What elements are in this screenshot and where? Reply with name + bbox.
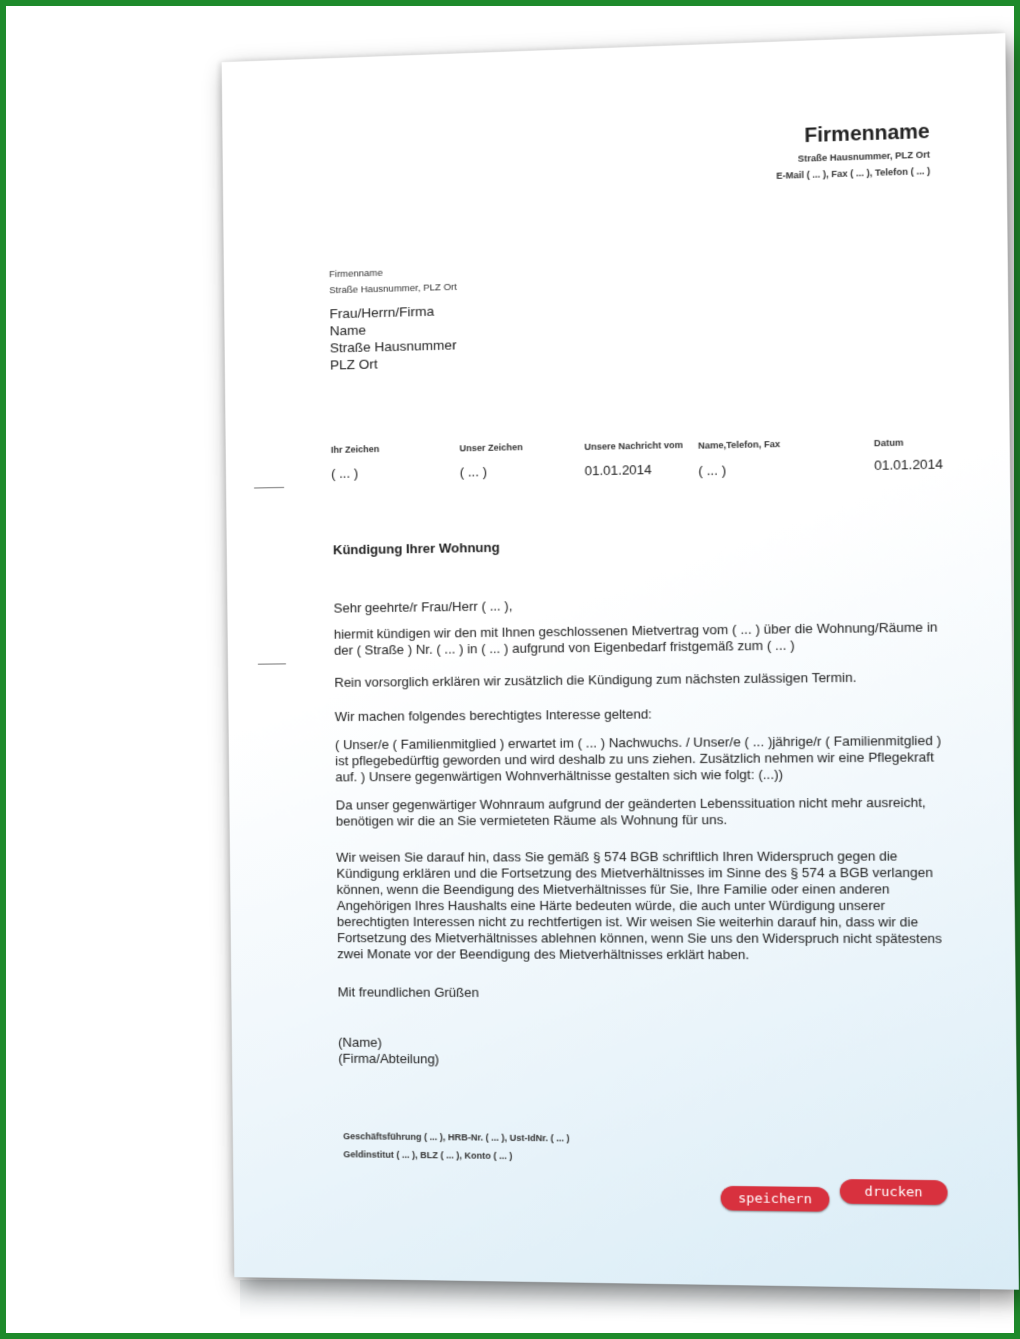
signature-name: (Name) (338, 1034, 382, 1050)
fold-mark-top (254, 487, 284, 489)
company-name: Firmenname (804, 120, 930, 148)
ref-label-kontakt: Name,Telefon, Fax (698, 438, 781, 451)
recipient-line-city: PLZ Ort (329, 356, 378, 373)
letter-paragraph-1: hiermit kündigen wir den mit Ihnen geschlossenen Mietvertrag vom ( ... ) über die Wohnung/Räume in der ( Straße ) Nr. ( ... ) in ( ... ) aufgrund von Eigenbedarf fristgemäß zum ( ... ) (333, 619, 938, 658)
company-address: Straße Hausnummer, PLZ Ort (797, 149, 931, 164)
sender-address: Straße Hausnummer, PLZ Ort (329, 281, 458, 297)
ref-value-kontakt: ( ... ) (698, 462, 727, 479)
ref-value-nachricht-vom: 01.01.2014 (584, 461, 652, 479)
ref-label-ihr-zeichen: Ihr Zeichen (330, 443, 380, 455)
recipient-block (329, 302, 457, 374)
fold-mark-middle (258, 663, 286, 664)
letter-page (222, 33, 1019, 1290)
recipient-line-salutation: Frau/Herrn/Firma (329, 303, 435, 322)
recipient-line-name: Name (329, 322, 367, 339)
letter-paragraph-2: Rein vorsorglich erklären wir zusätzlich die Kündigung zum nächsten zulässigen Termin. (334, 669, 857, 690)
letter-paragraph-5: Da unser gegenwärtiger Wohnraum aufgrund der geänderten Lebenssituation nicht mehr ausreicht, benötigen wir die an Sie vermieteten Räume als Wohnung für uns. (335, 794, 926, 829)
letter-closing: Mit freundlichen Grüßen (337, 984, 480, 1000)
letter-paragraph-3: Wir machen folgendes berechtigtes Interesse geltend: (334, 706, 652, 725)
ref-value-unser-zeichen: ( ... ) (459, 464, 488, 480)
signature-department: (Firma/Abteilung) (338, 1050, 440, 1067)
ref-value-datum: 01.01.2014 (874, 456, 944, 473)
sender-name: Firmenname (329, 267, 383, 281)
footer-management: Geschäftsführung ( ... ), HRB-Nr. ( ... ), Ust-IdNr. ( ... ) (343, 1131, 570, 1144)
letter-paragraph-6: Wir weisen Sie darauf hin, dass Sie gemäß § 574 BGB schriftlich Ihren Widerspruch gegen die Kündigung erklären und die Fortsetzung des Mietverhältnisses im Sinne des § 574 a BGB verlangen können, wenn die Beendigung des Mietverhältnisses für Sie, Ihre Familie oder einen anderen Angehörigen Ihres Haushalts eine Härte bedeuten würde, die auch unter Würdigung unserer berechtigten Interessen nicht zu rechtfertigen ist. Wir weisen Sie weiterhin darauf hin, dass wir die Fortsetzung des Mietverhältnisses ablehnen können, wenn Sie uns den Widerspruch nicht spätestens zwei Monate vor der Beendigung des Mietverhältnisses erklärt haben. (336, 848, 943, 963)
save-button[interactable]: speichern (721, 1186, 830, 1212)
print-button[interactable]: drucken (840, 1179, 948, 1205)
company-contact: E-Mail ( ... ), Fax ( ... ), Telefon ( ... ) (776, 165, 931, 181)
footer-bank: Geldinstitut ( ... ), BLZ ( ... ), Konto ( ... ) (343, 1149, 513, 1162)
ref-label-unser-zeichen: Unser Zeichen (459, 442, 523, 454)
letter-salutation: Sehr geehrte/r Frau/Herr ( ... ), (333, 598, 513, 616)
letter-subject: Kündigung Ihrer Wohnung (332, 539, 500, 558)
ref-value-ihr-zeichen: ( ... ) (331, 465, 359, 482)
recipient-line-street: Straße Hausnummer (329, 337, 457, 356)
ref-label-datum: Datum (873, 437, 904, 449)
ref-label-nachricht-vom: Unsere Nachricht vom (584, 439, 684, 452)
letter-paragraph-4: ( Unser/e ( Familienmitglied ) erwartet im ( ... ) Nachwuchs. / Unser/e ( ... )jährige/r ( Familienmitglied ) ist pflegebedürftig geworden und wird deshalb zu uns ziehen. Zusätzlich nehmen wir eine Pflegekraft auf. ) Unsere gegenwärtigen Wohnverhältnisse gestalten sich wie folgt: (...)) (334, 732, 942, 785)
